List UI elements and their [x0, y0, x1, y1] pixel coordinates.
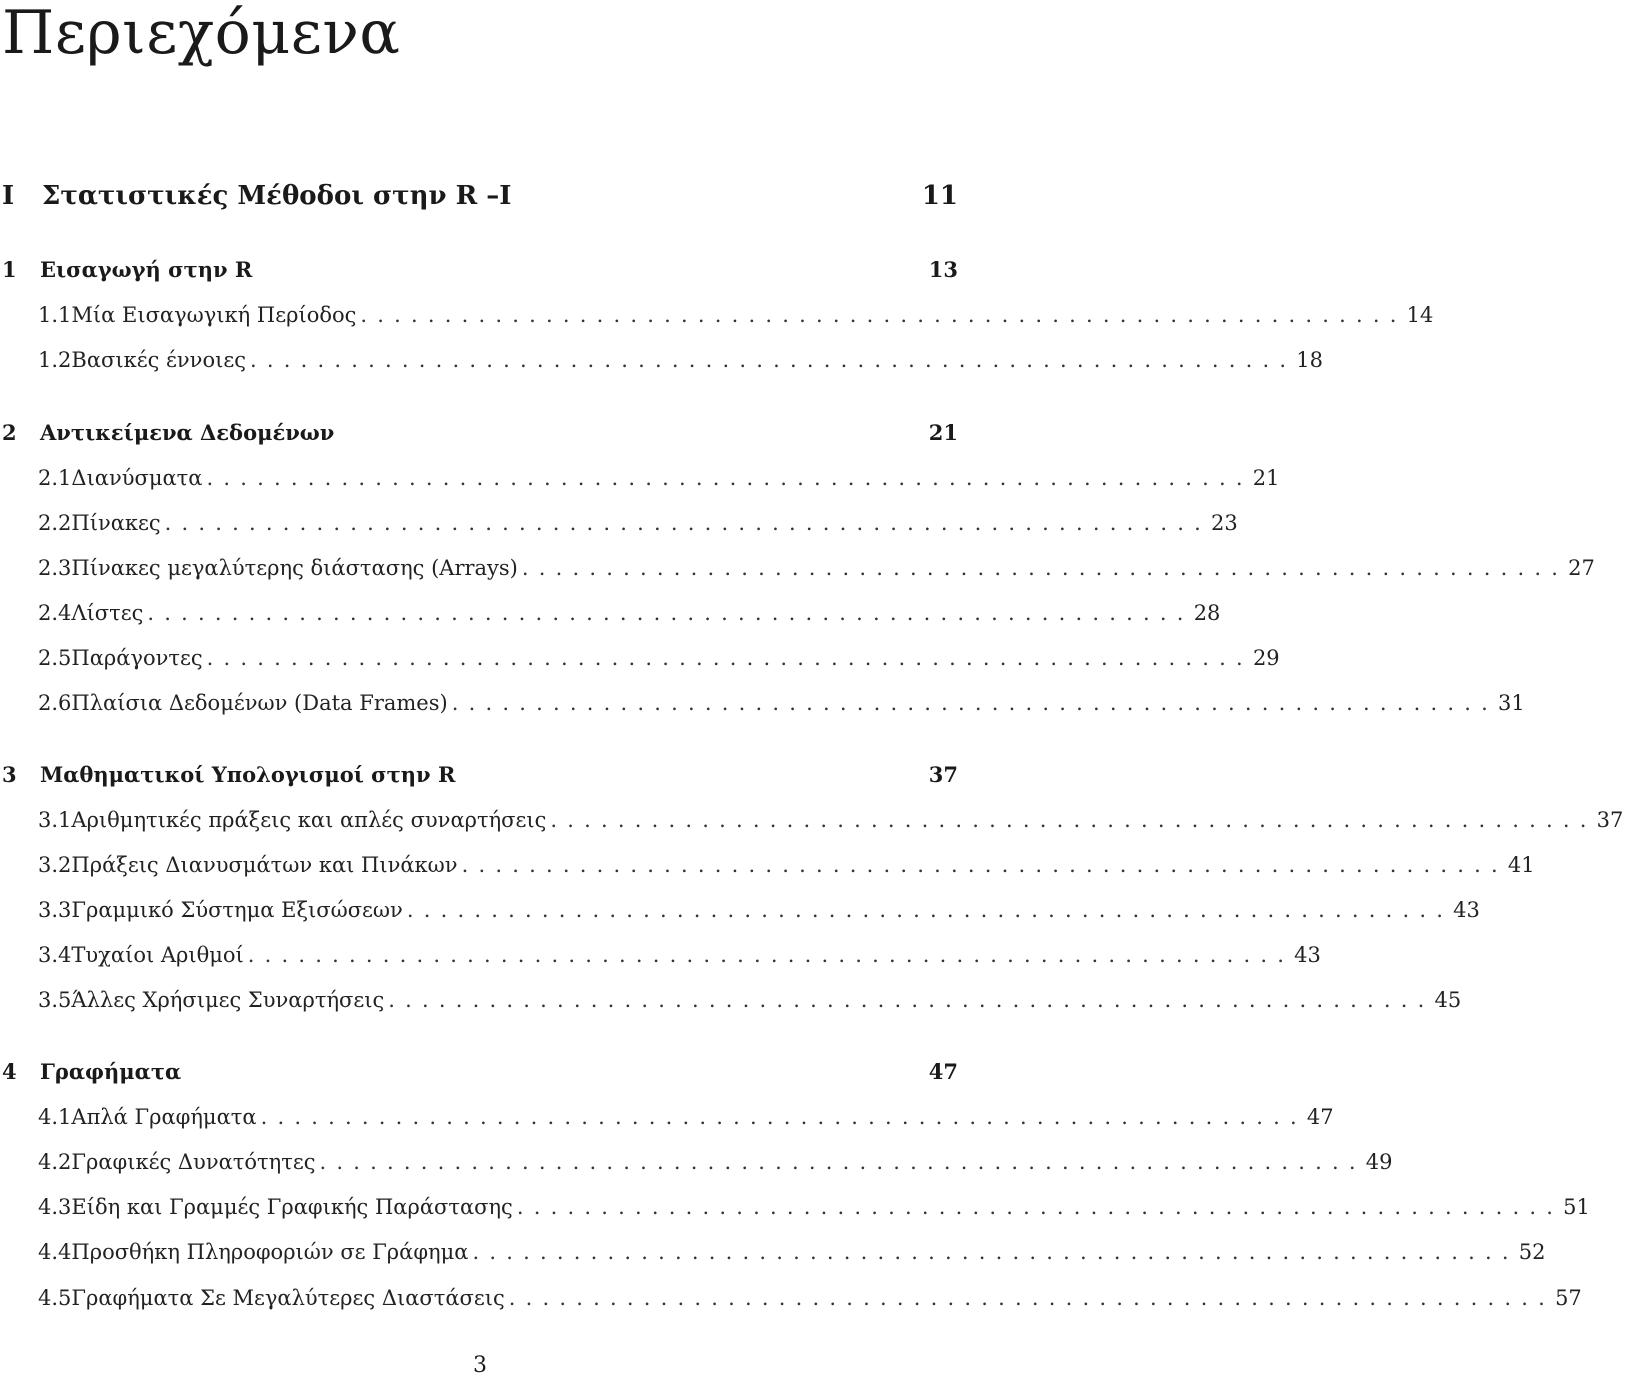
section-page: 29 [1252, 646, 1280, 670]
chapter-number: 2 [2, 420, 17, 445]
part-title: Στατιστικές Μέθοδοι στην R –I [42, 181, 512, 211]
section-number: 4.4 [38, 1240, 72, 1264]
dot-leader: .............................................................. [147, 601, 1194, 625]
dot-leader: .............................................................. [388, 988, 1435, 1012]
page-title: Περιεχόμενα [2, 0, 401, 68]
section-number: 4.2 [38, 1150, 72, 1174]
section-page: 14 [1406, 303, 1434, 327]
section-number: 2.3 [38, 556, 72, 580]
toc-part[interactable] [0, 178, 960, 214]
section-page: 18 [1296, 348, 1323, 372]
dot-leader: .............................................................. [472, 1240, 1519, 1264]
section-number: 3.5 [38, 988, 72, 1012]
dot-leader: .............................................................. [164, 511, 1211, 535]
section-page: 49 [1365, 1150, 1393, 1174]
toc-section[interactable] [0, 642, 1280, 674]
section-title: Διανύσματα [71, 466, 203, 490]
chapter-page: 13 [928, 257, 958, 282]
section-number: 4.3 [38, 1195, 72, 1219]
dot-leader: .............................................................. [206, 646, 1253, 670]
section-title: Πίνακες μεγαλύτερης διάστασης (Arrays) [71, 556, 518, 580]
chapter-page: 21 [928, 420, 958, 445]
section-page: 21 [1252, 466, 1280, 490]
section-number: 3.2 [38, 853, 72, 877]
section-title: Γραμμικό Σύστημα Εξισώσεων [71, 898, 403, 922]
dot-leader: .............................................................. [247, 943, 1295, 967]
chapter-number: 4 [2, 1059, 17, 1084]
section-title: Γραφικές Δυνατότητες [71, 1150, 316, 1174]
section-number: 4.5 [38, 1286, 72, 1310]
toc-section[interactable] [0, 1236, 1546, 1268]
section-title: Βασικές έννοιες [71, 348, 246, 372]
dot-leader: .............................................................. [360, 303, 1407, 327]
dot-leader: .............................................................. [319, 1150, 1366, 1174]
section-title: Μία Εισαγωγική Περίοδος [71, 303, 357, 327]
toc-section[interactable] [0, 597, 1221, 629]
toc-section[interactable] [0, 552, 1595, 584]
dot-leader: .............................................................. [451, 691, 1498, 715]
section-page: 31 [1497, 691, 1525, 715]
dot-leader: .............................................................. [550, 808, 1597, 832]
toc-chapter[interactable] [0, 417, 960, 449]
toc-section[interactable] [0, 849, 1535, 881]
toc-chapter[interactable] [0, 254, 960, 286]
section-page: 47 [1306, 1105, 1334, 1129]
part-page: 11 [921, 181, 958, 211]
dot-leader: .............................................................. [521, 556, 1569, 580]
toc-section[interactable] [0, 1191, 1590, 1223]
section-number: 2.1 [38, 466, 72, 490]
section-title: Πλαίσια Δεδομένων (Data Frames) [71, 691, 448, 715]
dot-leader: .............................................................. [249, 348, 1297, 372]
page-number: 3 [473, 1353, 487, 1378]
toc-section[interactable] [0, 1282, 1582, 1314]
chapter-page: 47 [928, 1059, 958, 1084]
section-page: 43 [1294, 943, 1321, 967]
section-page: 45 [1434, 988, 1462, 1012]
part-number: I [2, 181, 15, 211]
section-page: 51 [1563, 1195, 1590, 1219]
section-number: 2.6 [38, 691, 72, 715]
dot-leader: .............................................................. [508, 1286, 1556, 1310]
toc-section[interactable] [0, 462, 1280, 494]
dot-leader: .............................................................. [260, 1105, 1307, 1129]
toc-section[interactable] [0, 1101, 1334, 1133]
toc-section[interactable] [0, 939, 1321, 971]
section-title: Λίστες [71, 601, 144, 625]
section-page: 27 [1568, 556, 1595, 580]
section-title: Παράγοντες [71, 646, 203, 670]
toc-chapter[interactable] [0, 1056, 960, 1088]
toc-section[interactable] [0, 1146, 1393, 1178]
section-title: Είδη και Γραμμές Γραφικής Παράστασης [71, 1195, 513, 1219]
section-number: 4.1 [38, 1105, 72, 1129]
section-page: 57 [1555, 1286, 1582, 1310]
section-page: 23 [1210, 511, 1238, 535]
toc-section[interactable] [0, 344, 1323, 376]
dot-leader: .............................................................. [516, 1195, 1564, 1219]
section-number: 1.1 [38, 303, 72, 327]
section-number: 2.4 [38, 601, 72, 625]
section-title: Προσθήκη Πληροφοριών σε Γράφημα [71, 1240, 469, 1264]
toc-section[interactable] [0, 894, 1480, 926]
chapter-number: 3 [2, 762, 17, 787]
dot-leader: .............................................................. [406, 898, 1454, 922]
section-number: 2.5 [38, 646, 72, 670]
chapter-page: 37 [928, 762, 958, 787]
dot-leader: .............................................................. [206, 466, 1253, 490]
section-title: Πράξεις Διανυσμάτων και Πινάκων [71, 853, 458, 877]
section-page: 28 [1193, 601, 1221, 625]
section-number: 3.1 [38, 808, 72, 832]
section-page: 52 [1518, 1240, 1546, 1264]
section-number: 3.4 [38, 943, 72, 967]
toc-section[interactable] [0, 507, 1238, 539]
chapter-title: Αντικείμενα Δεδομένων [40, 420, 335, 445]
chapter-title: Γραφήματα [40, 1059, 182, 1084]
section-number: 2.2 [38, 511, 72, 535]
toc-chapter[interactable] [0, 759, 960, 791]
toc-section[interactable] [0, 687, 1525, 719]
section-page: 37 [1596, 808, 1624, 832]
section-number: 3.3 [38, 898, 72, 922]
section-title: Άλλες Χρήσιμες Συναρτήσεις [71, 988, 385, 1012]
dot-leader: .............................................................. [461, 853, 1508, 877]
section-page: 43 [1453, 898, 1480, 922]
chapter-title: Εισαγωγή στην R [40, 257, 253, 282]
section-title: Απλά Γραφήματα [71, 1105, 257, 1129]
section-title: Γραφήματα Σε Μεγαλύτερες Διαστάσεις [71, 1286, 505, 1310]
section-number: 1.2 [38, 348, 72, 372]
chapter-title: Μαθηματικοί Υπολογισμοί στην R [40, 762, 456, 787]
section-title: Πίνακες [71, 511, 161, 535]
toc-section[interactable] [0, 299, 1434, 331]
toc-section[interactable] [0, 804, 1624, 836]
chapter-number: 1 [2, 257, 17, 282]
section-title: Τυχαίοι Αριθμοί [71, 943, 244, 967]
toc-section[interactable] [0, 984, 1462, 1016]
section-title: Αριθμητικές πράξεις και απλές συναρτήσεις [71, 808, 547, 832]
section-page: 41 [1507, 853, 1535, 877]
